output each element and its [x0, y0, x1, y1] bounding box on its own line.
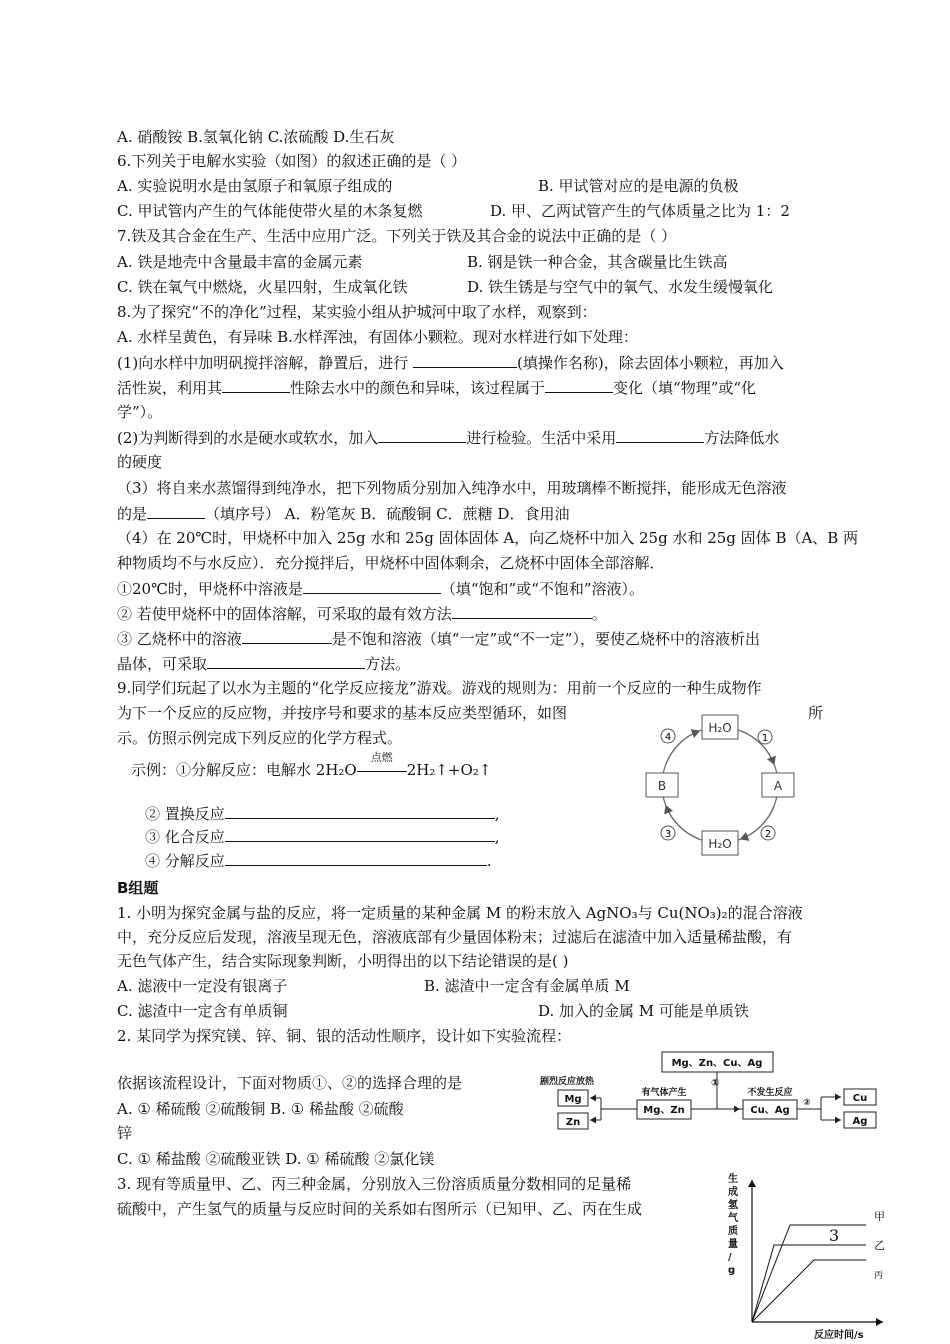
- flow-node-cu: Cu: [852, 1093, 868, 1104]
- q9-answer-3: ③ 化合反应 ,: [145, 828, 500, 846]
- q8-part1-line1: (1)向水样中加明矾搅拌溶解，静置后，进行 (填操作名称)，除去固体小颗粒，再加入: [117, 354, 784, 372]
- q8-stem: 8.为了探究“不的净化”过程，某实验小组从护城河中取了水样，观察到：: [117, 303, 597, 321]
- q9-stem-line3: 示。仿照示例完成下列反应的化学方程式。: [117, 729, 403, 747]
- b-q1-option-b: B. 滤渣中一定含有金属单质 M: [424, 977, 630, 995]
- metal-activity-flowchart: [535, 1050, 890, 1140]
- q9-stem-line2-end: 所: [808, 704, 824, 722]
- q8-part3-line2: 的是 （填序号） A．粉笔灰 B．硫酸铜 C．蔗糖 D．食用油: [117, 505, 570, 523]
- q8-part1-line2: 活性炭，利用其 性除去水中的颜色和异味，该过程属于 变化（填“物理”或“化: [117, 379, 757, 397]
- graph-legend-jia: 甲: [874, 1210, 885, 1223]
- b-q1-option-c: C. 滤渣中一定含有单质铜: [117, 1002, 288, 1020]
- q9-answer-2: ② 置换反应 ,: [145, 805, 500, 823]
- answer-blank[interactable]: [616, 427, 704, 443]
- q8-part2-line1: (2)为判断得到的水是硬水或软水，加入 进行检验。生活中采用 方法降低水: [117, 429, 780, 447]
- b-q2-options-ab-cont: 锌: [117, 1124, 133, 1142]
- b-q1-line1: 1. 小明为探究金属与盐的反应，将一定质量的某种金属 M 的粉末放入 AgNO₃与 Cu(NO₃)₂的混合溶液: [117, 904, 803, 922]
- q8-part4-sub3-cont: 晶体，可采取 方法。: [117, 655, 411, 673]
- answer-blank[interactable]: [222, 377, 290, 393]
- flow-label-gas: 有气体产生: [641, 1088, 687, 1098]
- flow-label-no-reaction: 不发生反应: [747, 1088, 793, 1098]
- flow-label-heat: 剧烈反应放热: [540, 1077, 595, 1087]
- reaction-cycle-diagram: [640, 705, 800, 865]
- flow-node-mg-zn: Mg、Zn: [643, 1105, 685, 1116]
- answer-blank[interactable]: [242, 628, 332, 644]
- cycle-step-4: 4: [664, 732, 672, 743]
- cycle-step-3: 3: [664, 829, 672, 840]
- answer-blank[interactable]: [225, 803, 495, 819]
- graph-line-yi: [752, 1245, 866, 1322]
- q8-observation: A. 水样呈黄色，有异味 B.水样浑浊，有固体小颗粒。现对水样进行如下处理：: [117, 328, 638, 346]
- flow-node-ag: Ag: [852, 1116, 868, 1127]
- hydrogen-mass-graph: [718, 1170, 893, 1340]
- q9-example: 示例：①分解反应：电解水 2H₂O 点燃 2H₂↑+O₂↑: [131, 751, 492, 779]
- flow-node-all-metals: Mg、Zn、Cu、Ag: [671, 1058, 763, 1069]
- cycle-label-right: A: [773, 779, 783, 793]
- graph-line-jia: [752, 1225, 866, 1322]
- q7-option-d: D. 铁生锈是与空气中的氧气、水发生缓慢氧化: [467, 278, 774, 296]
- q9-stem-line1: 9.同学们玩起了以水为主题的“化学反应接龙”游戏。游戏的规则为：用前一个反应的一种生成物作: [117, 679, 762, 697]
- b-q2-stem: 2. 某同学为探究镁、锌、铜、银的活动性顺序，设计如下实验流程：: [117, 1027, 572, 1045]
- answer-blank[interactable]: [303, 578, 441, 594]
- cycle-label-left: B: [657, 779, 667, 793]
- q8-part3-line1: （3）将自来水蒸馏得到纯净水，把下列物质分别加入纯净水中，用玻璃棒不断搅拌，能形成无色溶液: [117, 479, 787, 497]
- q9-stem-line2: 为下一个反应的反应物，并按序号和要求的基本反应类型循环，如图: [117, 704, 568, 722]
- graph-y-label: 生成氢气质量/ g: [728, 1174, 738, 1276]
- section-b-title: B组题: [117, 879, 159, 897]
- b-q1-line3: 无色气体产生，结合实际现象判断，小明得出的以下结论错误的是( ): [117, 952, 569, 970]
- q8-part2-line2: 的硬度: [117, 453, 163, 471]
- q8-part4-line2: 种物质均不与水反应）．充分搅拌后，甲烧杯中固体剩余，乙烧杯中固体全部溶解．: [117, 554, 665, 572]
- q6-option-b: B. 甲试管对应的是电源的负极: [538, 177, 739, 195]
- b-q3-line1: 3. 现有等质量甲、乙、丙三种金属，分别放入三份溶质质量分数相同的足量稀: [117, 1175, 632, 1193]
- graph-legend-bing: 丙: [874, 1271, 884, 1281]
- page-number: 3: [829, 1226, 840, 1245]
- b-q1-option-a: A. 滤液中一定没有银离子: [117, 977, 288, 995]
- q9-answer-4: ④ 分解反应 .: [145, 852, 492, 870]
- reaction-condition-arrow: 点燃: [357, 760, 407, 780]
- cycle-step-2: 2: [764, 829, 772, 840]
- answer-blank[interactable]: [413, 352, 517, 368]
- answer-blank[interactable]: [545, 377, 613, 393]
- q6-option-c: C. 甲试管内产生的气体能使带火星的木条复燃: [117, 202, 423, 220]
- b-q2-prompt: 依据该流程设计，下面对物质①、②的选择合理的是: [117, 1074, 463, 1092]
- b-q2-options-cd: C. ① 稀盐酸 ②硫酸亚铁 D. ① 稀硫酸 ②氯化镁: [117, 1150, 435, 1168]
- q8-part4-sub1: ①20℃时，甲烧杯中溶液是 （填“饱和”或“不饱和”溶液）。: [117, 580, 645, 598]
- q6-option-d: D. 甲、乙两试管产生的气体质量之比为 1：2: [490, 202, 790, 220]
- flow-node-zn: Zn: [565, 1117, 581, 1128]
- cycle-step-1: 1: [761, 733, 769, 744]
- q5-options: A. 硝酸铵 B.氢氧化钠 C.浓硫酸 D.生石灰: [117, 128, 395, 146]
- q8-part4-line1: （4）在 20℃时，甲烧杯中加入 25g 水和 25g 固体固体 A，向乙烧杯中加入 25g 水和 25g 固体 B（A、B 两: [117, 529, 859, 547]
- q8-part4-sub2: ② 若使甲烧杯中的固体溶解，可采取的最有效方法 。: [117, 605, 607, 623]
- answer-blank[interactable]: [452, 603, 592, 619]
- answer-blank[interactable]: [147, 503, 205, 519]
- flow-node-cu-ag: Cu、Ag: [750, 1105, 790, 1116]
- b-q1-line2: 中，充分反应后发现，溶液呈现无色，溶液底部有少量固体粉末；过滤后在滤渣中加入适量稀盐酸，有: [117, 928, 793, 946]
- answer-blank[interactable]: [225, 826, 495, 842]
- cycle-label-bottom: H₂O: [708, 837, 732, 851]
- graph-line-bing: [752, 1260, 866, 1322]
- cycle-ring: [662, 727, 778, 843]
- answer-blank[interactable]: [225, 850, 487, 866]
- b-q1-option-d: D. 加入的金属 M 可能是单质铁: [538, 1002, 749, 1020]
- q7-stem: 7.铁及其合金在生产、生活中应用广泛。下列关于铁及其合金的说法中正确的是（ ）: [117, 227, 677, 245]
- flow-reagent-1: ①: [711, 1078, 720, 1089]
- b-q2-options-ab: A. ① 稀硫酸 ②硫酸铜 B. ① 稀盐酸 ②硫酸: [117, 1100, 404, 1118]
- answer-blank[interactable]: [207, 653, 365, 669]
- graph-x-label: 反应时间/s: [814, 1330, 864, 1340]
- q7-option-c: C. 铁在氧气中燃烧，火星四射，生成氧化铁: [117, 278, 408, 296]
- q8-part1-line3: 学”）。: [117, 403, 163, 421]
- q6-option-a: A. 实验说明水是由氢原子和氧原子组成的: [117, 177, 393, 195]
- flow-reagent-2: ②: [803, 1098, 811, 1108]
- q6-stem: 6.下列关于电解水实验（如图）的叙述正确的是（ ）: [117, 152, 467, 170]
- q7-option-b: B. 钢是铁一种合金，其含碳量比生铁高: [467, 253, 728, 271]
- q8-part4-sub3: ③ 乙烧杯中的溶液 是不饱和溶液（填“一定”或“不一定”），要使乙烧杯中的溶液析出: [117, 630, 760, 648]
- b-q3-line2: 硫酸中，产生氢气的质量与反应时间的关系如右图所示（已知甲、乙、丙在生成: [117, 1200, 643, 1218]
- graph-legend-yi: 乙: [874, 1239, 885, 1252]
- cycle-label-top: H₂O: [708, 721, 732, 735]
- flow-node-mg: Mg: [564, 1094, 582, 1105]
- answer-blank[interactable]: [378, 427, 466, 443]
- q7-option-a: A. 铁是地壳中含量最丰富的金属元素: [117, 253, 363, 271]
